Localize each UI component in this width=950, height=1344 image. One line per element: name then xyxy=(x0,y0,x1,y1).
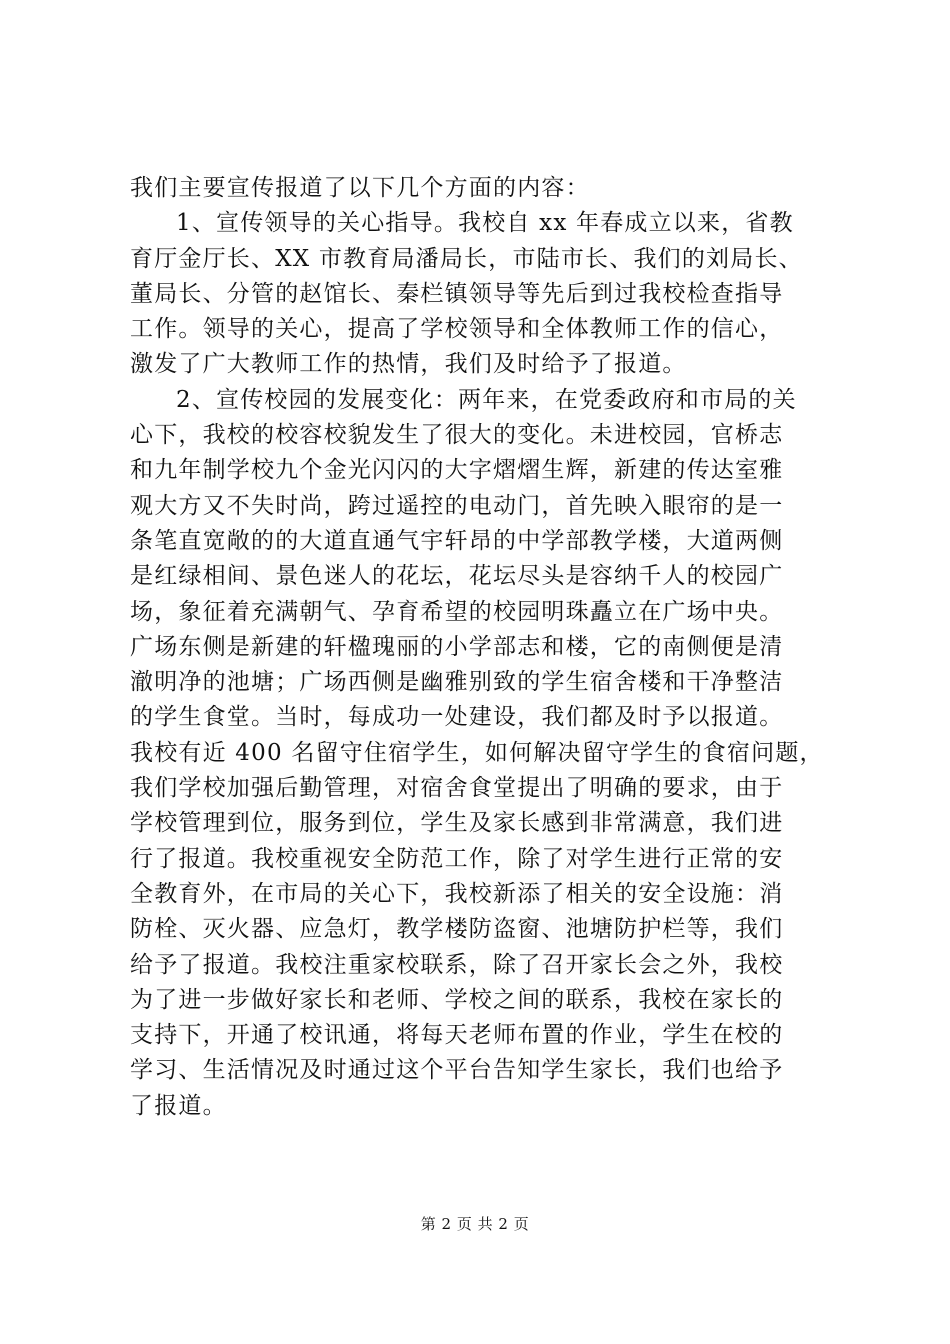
text-line: 的学生食堂。当时，每成功一处建设，我们都及时予以报道。 xyxy=(130,704,784,731)
text-line: 激发了广大教师工作的热情，我们及时给予了报道。 xyxy=(130,351,687,378)
body-text xyxy=(130,171,850,1124)
text-line: 1、宣传领导的关心指导。我校自 xx 年春成立以来，省教 xyxy=(176,210,794,237)
text-line: 防栓、灭火器、应急灯，教学楼防盗窗、池塘防护栏等，我们 xyxy=(130,916,784,943)
text-line: 条笔直宽敞的的大道直通气宇轩昂的中学部教学楼，大道两侧 xyxy=(130,527,784,554)
text-line: 行了报道。我校重视安全防范工作，除了对学生进行正常的安 xyxy=(130,845,784,872)
text-line: 为了进一步做好家长和老师、学校之间的联系，我校在家长的 xyxy=(130,986,784,1013)
text-line: 工作。领导的关心，提高了学校领导和全体教师工作的信心， xyxy=(130,316,784,343)
text-line: 广场东侧是新建的轩楹瑰丽的小学部志和楼，它的南侧便是清 xyxy=(130,633,784,660)
text-line: 和九年制学校九个金光闪闪的大字熠熠生辉，新建的传达室雅 xyxy=(130,457,784,484)
text-line: 观大方又不失时尚，跨过遥控的电动门，首先映入眼帘的是一 xyxy=(130,492,784,519)
text-line: 育厅金厅长、XX 市教育局潘局长，市陆市长、我们的刘局长、 xyxy=(130,245,803,272)
text-line: 学校管理到位，服务到位，学生及家长感到非常满意，我们进 xyxy=(130,810,784,837)
text-line: 我们学校加强后勤管理，对宿舍食堂提出了明确的要求，由于 xyxy=(130,775,784,802)
text-line: 学习、生活情况及时通过这个平台告知学生家长，我们也给予 xyxy=(130,1057,784,1084)
text-line: 我校有近 400 名留守住宿学生，如何解决留守学生的食宿问题， xyxy=(130,739,824,766)
text-line: 给予了报道。我校注重家校联系，除了召开家长会之外，我校 xyxy=(130,951,784,978)
text-line: 董局长、分管的赵馆长、秦栏镇领导等先后到过我校检查指导 xyxy=(130,280,784,307)
text-line: 我们主要宣传报道了以下几个方面的内容： xyxy=(130,175,590,201)
text-line: 2、宣传校园的发展变化：两年来，在党委政府和市局的关 xyxy=(176,386,797,413)
text-line: 是红绿相间、景色迷人的花坛，花坛尽头是容纳千人的校园广 xyxy=(130,563,784,590)
page-footer: 第 2 页 共 2 页 xyxy=(420,1215,530,1233)
text-line: 心下，我校的校容校貌发生了很大的变化。未进校园，官桥志 xyxy=(130,422,784,449)
text-line: 支持下，开通了校讯通，将每天老师布置的作业，学生在校的 xyxy=(130,1022,784,1049)
text-line: 了报道。 xyxy=(130,1092,227,1119)
text-line: 澈明净的池塘；广场西侧是幽雅别致的学生宿舍楼和干净整洁 xyxy=(130,669,784,696)
text-line: 全教育外，在市局的关心下，我校新添了相关的安全设施：消 xyxy=(130,880,784,907)
text-line: 场，象征着充满朝气、孕育希望的校园明珠矗立在广场中央。 xyxy=(130,598,784,625)
